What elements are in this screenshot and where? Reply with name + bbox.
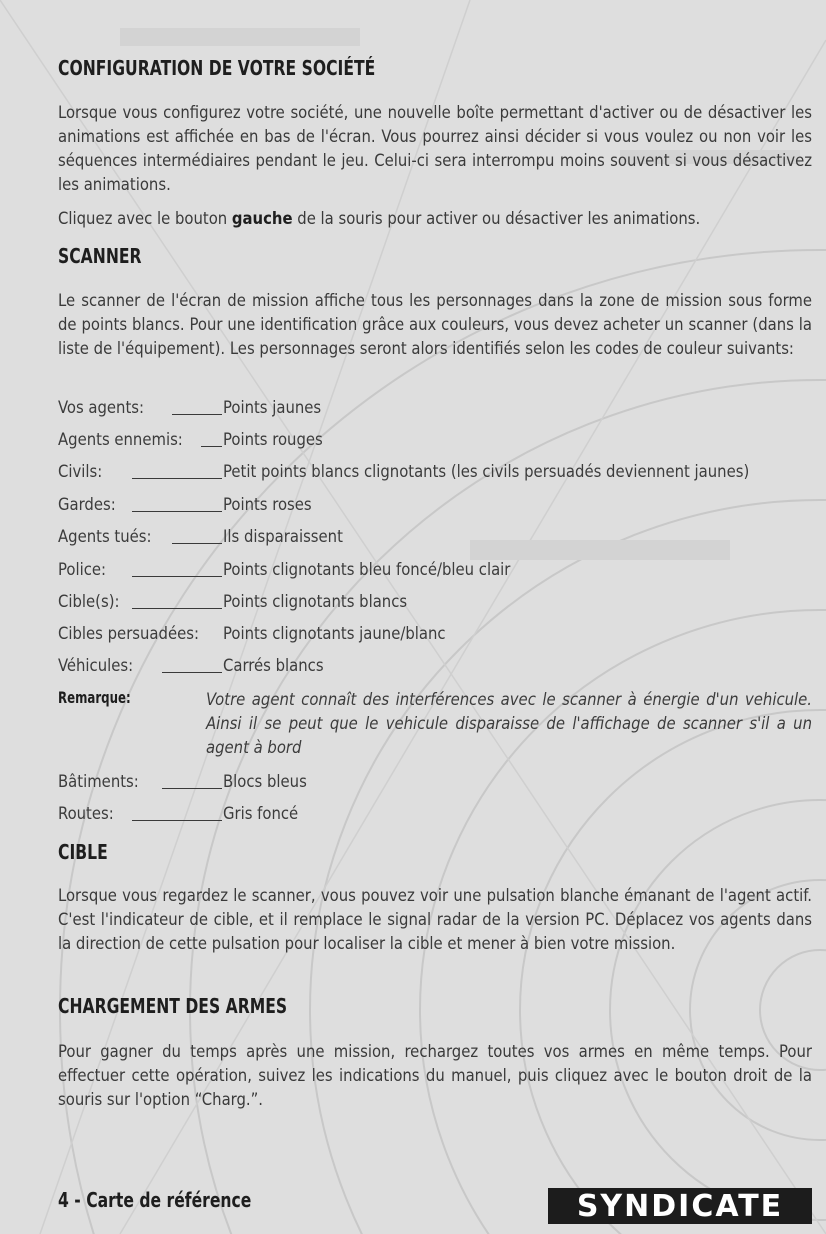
legend-row: Agents tués: Ils disparaissent: [58, 527, 343, 546]
legend-row: Cibles persuadées: Points clignotants jaune/blanc: [58, 624, 446, 643]
paragraph-configuration: Lorsque vous configurez votre société, une nouvelle boîte permettant d'activer ou de désactiver les animations est affichée en bas de l'écran. Vous pourrez ainsi décider si vous voulez ou non voir les séquences intermédiaires pendant le jeu. Celui-ci sera interrompu moins souvent si vous désactivez les animations.: [58, 103, 812, 194]
paragraph-cible: Lorsque vous regardez le scanner, vous pouvez voir une pulsation blanche émanant de l'agent actif. C'est l'indicateur de cible, et il remplace le signal radar de la version PC. Déplacez vos agents dans la direction de cette pulsation pour localiser la cible et mener à bien votre mission.: [58, 886, 812, 953]
paragraph-animations-click: Cliquez avec le bouton gauche de la souris pour activer ou désactiver les animations.: [58, 209, 701, 228]
syndicate-logo: SYNDICATE: [548, 1188, 812, 1224]
legend-row: Agents ennemis: Points rouges: [58, 430, 323, 449]
heading-configuration: CONFIGURATION DE VOTRE SOCIÉTÉ: [58, 56, 376, 80]
legend-row: Gardes: Points roses: [58, 495, 312, 514]
legend-row: Véhicules: Carrés blancs: [58, 656, 324, 675]
heading-scanner: SCANNER: [58, 244, 142, 268]
paragraph-scanner: Le scanner de l'écran de mission affiche tous les personnages dans la zone de mission sous forme de points blancs. Pour une identification grâce aux couleurs, vous devez acheter un scanner (dans la liste de l'équipement). Les personnages seront alors identifiés selon les codes de couleur suivants:: [58, 291, 812, 358]
legend-row: Vos agents: Points jaunes: [58, 398, 322, 417]
note-label: Remarque:: [58, 688, 131, 707]
legend-row: Civils: Petit points blancs clignotants (les civils persuadés deviennent jaunes): [58, 462, 750, 481]
bold-gauche: gauche: [231, 209, 293, 228]
paragraph-chargement-armes: Pour gagner du temps après une mission, rechargez toutes vos armes en même temps. Pour effectuer cette opération, suivez les indications du manuel, puis cliquez avec le bouton droit de la souris sur l'option “Charg.”.: [58, 1042, 812, 1109]
legend-row: Bâtiments: Blocs bleus: [58, 772, 307, 791]
legend-row: Routes: Gris foncé: [58, 804, 299, 823]
legend-row: Police: Points clignotants bleu foncé/bleu clair: [58, 560, 511, 579]
legend-row: Cible(s): Points clignotants blancs: [58, 592, 408, 611]
footer-page-reference: 4 - Carte de référence: [58, 1188, 252, 1212]
heading-cible: CIBLE: [58, 840, 108, 864]
heading-chargement-armes: CHARGEMENT DES ARMES: [58, 994, 288, 1018]
note-text: Votre agent connaît des interférences avec le scanner à énergie d'un vehicule. Ainsi il se peut que le vehicule disparaisse de l'affichage de scanner s'il a un agent à bord: [206, 690, 812, 757]
